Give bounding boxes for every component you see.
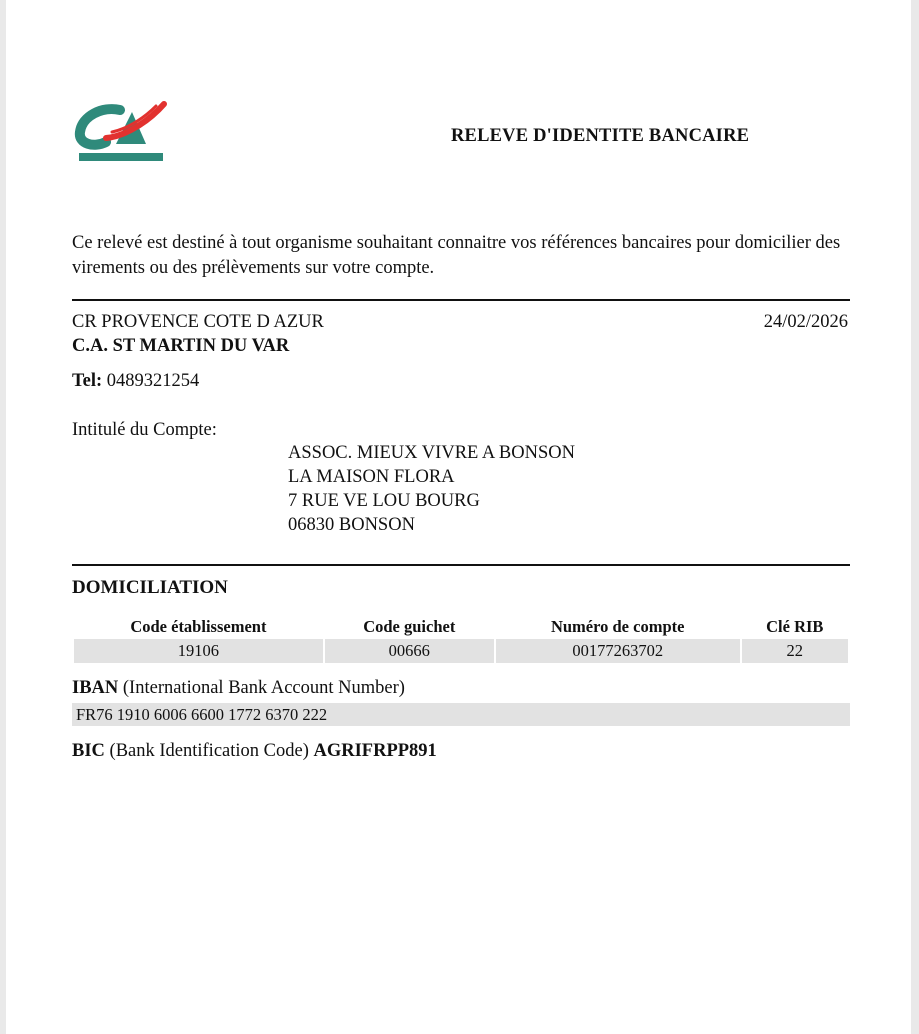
table-header-row xyxy=(74,614,848,639)
bic-label: BIC xyxy=(72,741,105,761)
table-row xyxy=(74,639,848,663)
divider xyxy=(72,564,850,566)
phone-label: Tel: xyxy=(72,371,103,391)
rib-table xyxy=(72,614,850,663)
bic-description: (Bank Identification Code) xyxy=(109,741,309,761)
agency-name: C.A. ST MARTIN DU VAR xyxy=(72,336,290,356)
rib-document xyxy=(6,0,911,1034)
holder-line: LA MAISON FLORA xyxy=(288,467,455,487)
header-rib-key: Clé RIB xyxy=(766,616,824,636)
bank-code: 19106 xyxy=(74,639,323,663)
header-account-number: Numéro de compte xyxy=(550,616,685,636)
iban-value: FR76 1910 6006 6600 1772 6370 222 xyxy=(72,703,850,726)
phone-line xyxy=(72,371,199,392)
branch-code: 00666 xyxy=(325,639,494,663)
domiciliation-title: DOMICILIATION xyxy=(72,577,228,598)
holder-line: 7 RUE VE LOU BOURG xyxy=(288,491,480,511)
header-bank-code: Code établissement xyxy=(130,616,267,636)
credit-agricole-logo-icon xyxy=(72,98,172,168)
bank-name: CR PROVENCE COTE D AZUR xyxy=(72,312,324,332)
bic-line xyxy=(72,741,437,762)
rib-key: 22 xyxy=(742,639,848,663)
document-title: RELEVE D'IDENTITE BANCAIRE xyxy=(451,126,750,146)
phone-value: 0489321254 xyxy=(106,371,200,391)
iban-label: IBAN xyxy=(72,678,119,698)
intro-text: Ce relevé est destiné à tout organisme souhaitant connaitre vos références bancaires pour domicilier des virements ou des prélèvements sur votre compte. xyxy=(72,233,841,278)
account-number: 00177263702 xyxy=(496,639,740,663)
bic-value: AGRIFRPP891 xyxy=(313,741,437,761)
divider xyxy=(72,299,850,301)
holder-line: 06830 BONSON xyxy=(288,515,415,535)
document-date: 24/02/2026 xyxy=(763,312,848,332)
account-label: Intitulé du Compte: xyxy=(72,420,217,440)
header-branch-code: Code guichet xyxy=(363,616,456,636)
account-holder xyxy=(288,441,575,537)
iban-label-line xyxy=(72,678,405,699)
holder-line: ASSOC. MIEUX VIVRE A BONSON xyxy=(288,443,575,463)
iban-description: (International Bank Account Number) xyxy=(122,678,405,698)
